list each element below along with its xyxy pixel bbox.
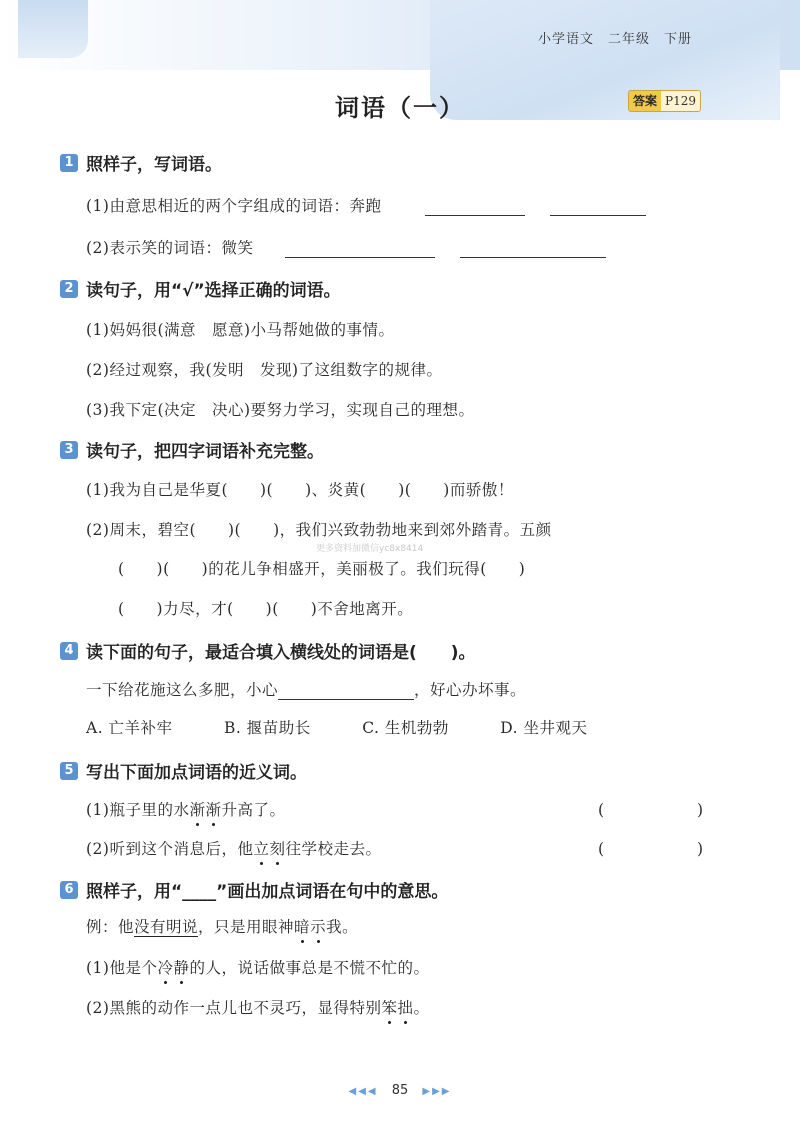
emphasis-char: 静: [173, 956, 189, 978]
example-end: 我。: [326, 918, 359, 936]
q3-line-4: ( )力尽，才( )( )不舍地离开。: [118, 600, 414, 618]
question-prompt: 照样子，写词语。: [86, 155, 222, 175]
q4-sentence-end: ，好心办坏事。: [414, 681, 527, 699]
q6-line-2[interactable]: [86, 996, 430, 1018]
question-6-header: [60, 877, 448, 902]
example-start: 例：他: [86, 918, 135, 936]
q6-line-1[interactable]: [86, 956, 430, 978]
question-number-badge: 4: [60, 642, 78, 660]
emphasis-char: 笨: [381, 996, 397, 1018]
emphasis-char: 渐: [189, 798, 205, 820]
q6-line-2-start: (2)黑熊的动作一点儿也不灵巧，显得特别: [86, 999, 382, 1017]
answer-blank[interactable]: [425, 201, 525, 216]
q1-line-2-text: (2)表示笑的词语：微笑: [86, 239, 254, 257]
q5-line-1-start: (1)瓶子里的水: [86, 801, 190, 819]
option-d[interactable]: D. 坐井观天: [500, 719, 588, 737]
subject-label: 小学语文 二年级 下册: [537, 32, 692, 47]
q4-sentence: [86, 678, 526, 700]
q1-line-1-text: (1)由意思相近的两个字组成的词语：奔跑: [86, 197, 382, 215]
option-b[interactable]: B. 揠苗助长: [224, 719, 311, 737]
q3-line-2: (2)周末，碧空( )( )，我们兴致勃勃地来到郊外踏青。五颜: [86, 521, 552, 539]
q2-line-1: (1)妈妈很(满意 愿意)小马帮她做的事情。: [86, 321, 395, 339]
emphasis-word: [157, 959, 189, 977]
question-prompt: 照样子，用“____”画出加点词语在句中的意思。: [86, 882, 449, 902]
option-a[interactable]: A. 亡羊补牢: [86, 719, 173, 737]
emphasis-char: 示: [310, 915, 326, 937]
answer-blank[interactable]: [550, 201, 646, 216]
q5-line-1: [86, 798, 286, 820]
question-prompt: 读句子，把四字词语补充完整。: [86, 442, 324, 462]
q1-line-1: [86, 194, 646, 216]
dotted-word: [189, 801, 221, 819]
q5-line-2: [86, 837, 382, 859]
answer-paren[interactable]: ( ): [598, 840, 704, 858]
page-title: 词语（一）: [335, 94, 465, 122]
answer-tag[interactable]: [628, 90, 701, 112]
example-middle: ，只是用眼神: [198, 918, 295, 936]
q2-line-2: (2)经过观察，我(发明 发现)了这组数字的规律。: [86, 361, 443, 379]
q6-example: [86, 915, 358, 937]
answer-tag-label: 答案: [629, 91, 661, 111]
prev-arrows-icon: ◀◀◀: [348, 1086, 378, 1097]
option-c[interactable]: C. 生机勃勃: [362, 719, 449, 737]
emphasis-char: 刻: [269, 837, 285, 859]
emphasis-word: [189, 801, 221, 819]
page-footer: [0, 1083, 800, 1098]
question-number-badge: 6: [60, 881, 78, 899]
q5-line-2-start: (2)听到这个消息后，他: [86, 840, 254, 858]
answer-blank[interactable]: [460, 243, 606, 258]
answer-tag-page: P129: [661, 91, 700, 111]
q6-line-2-end: 。: [413, 999, 430, 1017]
emphasis-char: 冷: [157, 956, 173, 978]
watermark: 更多资料加微信yc8x8414: [316, 544, 424, 554]
q3-line-3: ( )( )的花儿争相盛开，美丽极了。我们玩得( ): [118, 560, 526, 578]
q5-line-2-end: 往学校走去。: [285, 840, 382, 858]
answer-paren[interactable]: ( ): [598, 801, 704, 819]
emphasis-word: [381, 999, 413, 1017]
q4-sentence-start: 一下给花施这么多肥，小心: [86, 681, 279, 699]
question-number-badge: 5: [60, 762, 78, 780]
question-2-header: [60, 276, 341, 301]
emphasis-char: 渐: [205, 798, 221, 820]
q4-options: [86, 716, 634, 738]
emphasis-char: 暗: [294, 915, 310, 937]
question-3-header: [60, 437, 324, 462]
q6-line-1-end: 的人，说话做事总是不慌不忙的。: [189, 959, 430, 977]
q2-line-3: (3)我下定(决定 决心)要努力学习，实现自己的理想。: [86, 401, 475, 419]
q6-line-1-start: (1)他是个: [86, 959, 158, 977]
answer-blank[interactable]: [285, 243, 435, 258]
q1-line-2: [86, 236, 606, 258]
emphasis-char: 拙: [397, 996, 413, 1018]
q3-line-1: (1)我为自己是华夏( )( )、炎黄( )( )而骄傲！: [86, 481, 514, 499]
next-arrows-icon: ▶▶▶: [422, 1086, 452, 1097]
emphasis-word: [294, 918, 326, 936]
page-number: 85: [391, 1083, 409, 1098]
emphasis-char: 立: [253, 837, 269, 859]
question-1-header: [60, 150, 222, 175]
question-5-header: [60, 758, 307, 783]
question-number-badge: 2: [60, 280, 78, 298]
q5-line-1-end: 升高了。: [221, 801, 286, 819]
question-number-badge: 1: [60, 154, 78, 172]
question-number-badge: 3: [60, 441, 78, 459]
question-prompt: 写出下面加点词语的近义词。: [86, 763, 307, 783]
question-4-header: [60, 638, 476, 663]
header-decoration-left: [18, 0, 88, 58]
underlined-phrase: 没有明说: [134, 918, 199, 936]
emphasis-word: [253, 840, 285, 858]
answer-blank[interactable]: [278, 685, 414, 700]
question-prompt: 读句子，用“√”选择正确的词语。: [86, 281, 341, 301]
question-prompt: 读下面的句子，最适合填入横线处的词语是( )。: [86, 643, 476, 663]
